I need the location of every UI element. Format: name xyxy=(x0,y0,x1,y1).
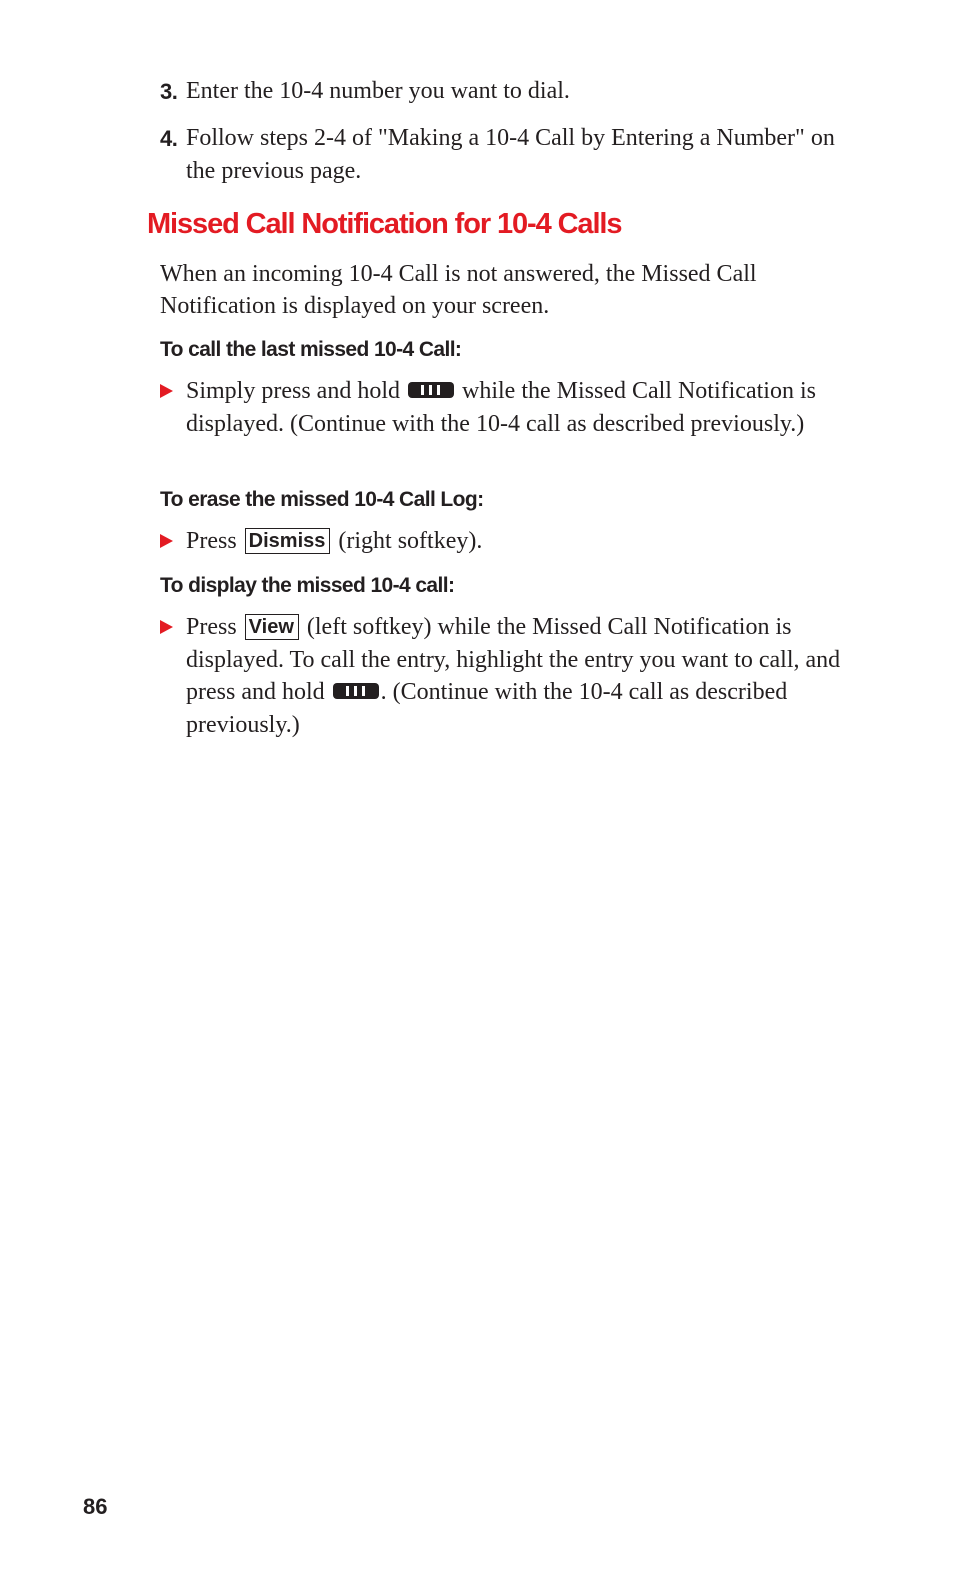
bullet-text-end: . (Continue with the 10-4 call as described previously.) xyxy=(186,679,788,738)
view-softkey-label: View xyxy=(245,614,299,640)
bullet-display-missed xyxy=(160,611,860,741)
triangle-bullet-icon xyxy=(160,534,173,548)
bullet-text xyxy=(186,611,860,741)
bullet-text-start: Press xyxy=(186,614,237,640)
bullet-text-end: (right softkey). xyxy=(338,528,483,554)
step-number: 4. xyxy=(160,126,178,151)
bullet-text xyxy=(186,375,860,440)
triangle-bullet-icon xyxy=(160,620,173,634)
subheading-call-last: To call the last missed 10-4 Call: xyxy=(160,338,462,361)
bullet-text-middle: (left softkey) while the Missed Call Notification is displayed. To call the entry, highlight the entry you want to call, and press and hold xyxy=(186,614,841,705)
bullet-text-start: Simply press and hold xyxy=(186,378,400,404)
section-heading: Missed Call Notification for 10-4 Calls xyxy=(147,208,622,240)
dismiss-softkey-label: Dismiss xyxy=(245,528,331,554)
step-text: Follow steps 2-4 of "Making a 10-4 Call by Entering a Number" on the previous page. xyxy=(186,125,835,184)
subheading-erase-log: To erase the missed 10-4 Call Log: xyxy=(160,488,484,511)
bullet-text-end: while the Missed Call Notification is displayed. (Continue with the 10-4 call as described previously.) xyxy=(186,378,816,437)
subheading-display-missed: To display the missed 10-4 call: xyxy=(160,574,455,597)
step-text: Enter the 10-4 number you want to dial. xyxy=(186,78,570,104)
page-number: 86 xyxy=(83,1494,108,1519)
bullet-call-last xyxy=(160,375,860,440)
triangle-bullet-icon xyxy=(160,384,173,398)
talk-key-icon xyxy=(333,683,379,699)
step-3 xyxy=(160,75,860,108)
intro-paragraph: When an incoming 10-4 Call is not answered, the Missed Call Notification is displayed on your screen. xyxy=(160,261,757,319)
bullet-text xyxy=(186,525,860,558)
talk-key-icon xyxy=(408,382,454,398)
step-4 xyxy=(160,122,860,188)
bullet-erase-log xyxy=(160,525,860,558)
bullet-text-start: Press xyxy=(186,528,237,554)
step-number: 3. xyxy=(160,79,178,104)
